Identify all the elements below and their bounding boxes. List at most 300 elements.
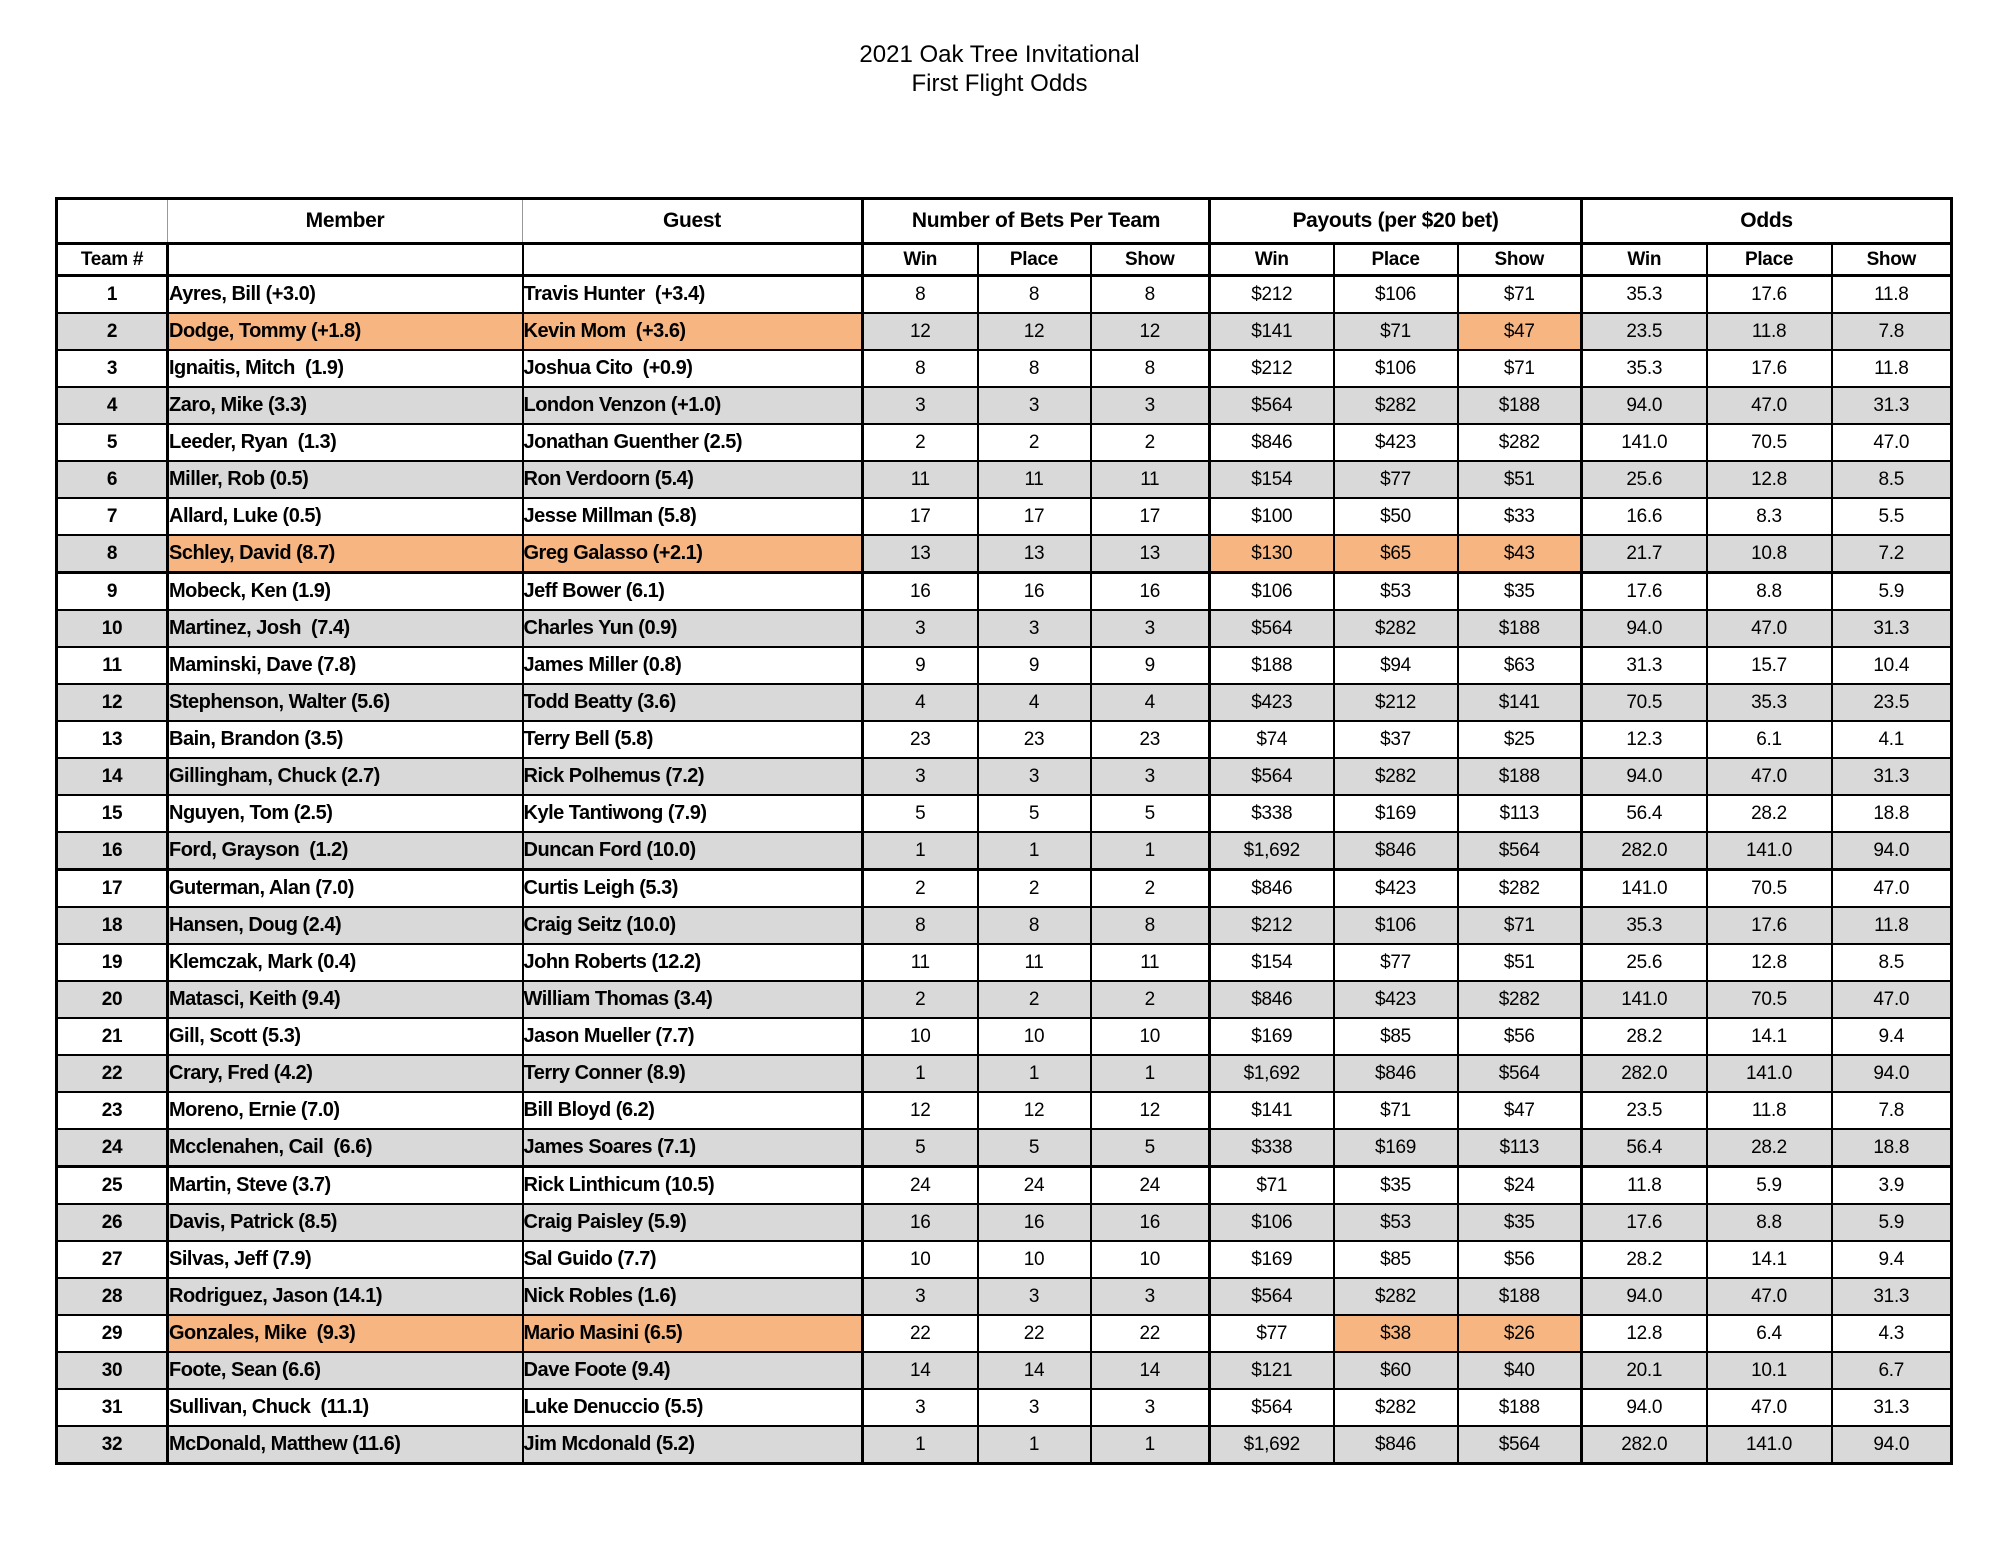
page-title — [0, 40, 1999, 98]
payout-show-cell: $71 — [1458, 350, 1582, 387]
bets-show-cell: 14 — [1091, 1352, 1210, 1389]
guest-name-cell: Rick Polhemus (7.2) — [523, 758, 863, 795]
team-row — [57, 981, 1952, 1018]
bets-show-cell: 16 — [1091, 573, 1210, 611]
payout-show-cell: $71 — [1458, 276, 1582, 314]
odds-place-cell: 8.8 — [1707, 1204, 1832, 1241]
payout-place-cell: $85 — [1334, 1018, 1458, 1055]
payout-win-cell: $100 — [1210, 498, 1334, 535]
header-odds-show: Show — [1832, 244, 1952, 276]
header-bets-show: Show — [1091, 244, 1210, 276]
header-guest: Guest — [523, 199, 863, 244]
odds-place-cell: 12.8 — [1707, 944, 1832, 981]
bets-place-cell: 24 — [978, 1167, 1091, 1205]
team-row — [57, 1241, 1952, 1278]
payout-show-cell: $47 — [1458, 1092, 1582, 1129]
bets-place-cell: 9 — [978, 647, 1091, 684]
odds-place-cell: 12.8 — [1707, 461, 1832, 498]
member-name-cell: Maminski, Dave (7.8) — [168, 647, 523, 684]
payout-place-cell: $37 — [1334, 721, 1458, 758]
member-name-cell: Sullivan, Chuck (11.1) — [168, 1389, 523, 1426]
odds-show-cell: 11.8 — [1832, 907, 1952, 944]
odds-win-cell: 35.3 — [1582, 350, 1707, 387]
team-row — [57, 350, 1952, 387]
payout-win-cell: $212 — [1210, 276, 1334, 314]
bets-win-cell: 16 — [863, 573, 978, 611]
bets-place-cell: 12 — [978, 313, 1091, 350]
header-payouts-group: Payouts (per $20 bet) — [1210, 199, 1582, 244]
member-name-cell: Mcclenahen, Cail (6.6) — [168, 1129, 523, 1167]
bets-win-cell: 12 — [863, 313, 978, 350]
team-row — [57, 1204, 1952, 1241]
odds-show-cell: 5.9 — [1832, 1204, 1952, 1241]
bets-place-cell: 22 — [978, 1315, 1091, 1352]
odds-show-cell: 9.4 — [1832, 1018, 1952, 1055]
header-member-blank — [168, 244, 523, 276]
team-row — [57, 870, 1952, 908]
odds-show-cell: 4.1 — [1832, 721, 1952, 758]
odds-win-cell: 28.2 — [1582, 1018, 1707, 1055]
payout-show-cell: $56 — [1458, 1018, 1582, 1055]
team-number-cell: 13 — [57, 721, 168, 758]
payout-win-cell: $141 — [1210, 1092, 1334, 1129]
odds-table-body — [57, 276, 1952, 1464]
odds-place-cell: 47.0 — [1707, 1278, 1832, 1315]
payout-show-cell: $188 — [1458, 610, 1582, 647]
member-name-cell: Nguyen, Tom (2.5) — [168, 795, 523, 832]
team-row — [57, 647, 1952, 684]
bets-place-cell: 3 — [978, 610, 1091, 647]
bets-win-cell: 11 — [863, 461, 978, 498]
odds-win-cell: 17.6 — [1582, 1204, 1707, 1241]
guest-name-cell: Terry Conner (8.9) — [523, 1055, 863, 1092]
payout-place-cell: $423 — [1334, 424, 1458, 461]
table-header — [57, 199, 1952, 276]
member-name-cell: Mobeck, Ken (1.9) — [168, 573, 523, 611]
payout-place-cell: $212 — [1334, 684, 1458, 721]
payout-place-cell: $846 — [1334, 832, 1458, 870]
member-name-cell: Davis, Patrick (8.5) — [168, 1204, 523, 1241]
team-row — [57, 461, 1952, 498]
odds-win-cell: 12.8 — [1582, 1315, 1707, 1352]
payout-win-cell: $169 — [1210, 1241, 1334, 1278]
title-line-2: First Flight Odds — [911, 70, 1088, 97]
odds-place-cell: 141.0 — [1707, 1055, 1832, 1092]
bets-win-cell: 23 — [863, 721, 978, 758]
odds-table — [55, 197, 1953, 1465]
payout-place-cell: $38 — [1334, 1315, 1458, 1352]
team-row — [57, 573, 1952, 611]
guest-name-cell: Terry Bell (5.8) — [523, 721, 863, 758]
payout-show-cell: $282 — [1458, 981, 1582, 1018]
bets-place-cell: 3 — [978, 1389, 1091, 1426]
bets-win-cell: 24 — [863, 1167, 978, 1205]
odds-show-cell: 18.8 — [1832, 1129, 1952, 1167]
bets-show-cell: 16 — [1091, 1204, 1210, 1241]
payout-show-cell: $24 — [1458, 1167, 1582, 1205]
odds-place-cell: 5.9 — [1707, 1167, 1832, 1205]
odds-place-cell: 70.5 — [1707, 870, 1832, 908]
odds-win-cell: 94.0 — [1582, 1389, 1707, 1426]
guest-name-cell: London Venzon (+1.0) — [523, 387, 863, 424]
guest-name-cell: Curtis Leigh (5.3) — [523, 870, 863, 908]
team-number-cell: 3 — [57, 350, 168, 387]
member-name-cell: Martinez, Josh (7.4) — [168, 610, 523, 647]
payout-win-cell: $564 — [1210, 610, 1334, 647]
header-odds-place: Place — [1707, 244, 1832, 276]
odds-place-cell: 8.8 — [1707, 573, 1832, 611]
odds-show-cell: 31.3 — [1832, 1278, 1952, 1315]
odds-win-cell: 141.0 — [1582, 870, 1707, 908]
bets-win-cell: 3 — [863, 387, 978, 424]
payout-win-cell: $564 — [1210, 1278, 1334, 1315]
team-row — [57, 498, 1952, 535]
odds-show-cell: 8.5 — [1832, 461, 1952, 498]
payout-win-cell: $846 — [1210, 981, 1334, 1018]
payout-place-cell: $71 — [1334, 1092, 1458, 1129]
header-payouts-show: Show — [1458, 244, 1582, 276]
payout-show-cell: $25 — [1458, 721, 1582, 758]
payout-place-cell: $846 — [1334, 1426, 1458, 1464]
payout-show-cell: $63 — [1458, 647, 1582, 684]
payout-show-cell: $47 — [1458, 313, 1582, 350]
guest-name-cell: Greg Galasso (+2.1) — [523, 535, 863, 573]
odds-show-cell: 47.0 — [1832, 870, 1952, 908]
header-guest-blank — [523, 244, 863, 276]
payout-win-cell: $154 — [1210, 461, 1334, 498]
guest-name-cell: John Roberts (12.2) — [523, 944, 863, 981]
team-row — [57, 795, 1952, 832]
payout-show-cell: $564 — [1458, 1055, 1582, 1092]
bets-show-cell: 8 — [1091, 276, 1210, 314]
bets-place-cell: 16 — [978, 1204, 1091, 1241]
payout-place-cell: $282 — [1334, 1278, 1458, 1315]
header-odds-group: Odds — [1582, 199, 1952, 244]
payout-place-cell: $53 — [1334, 573, 1458, 611]
odds-show-cell: 94.0 — [1832, 832, 1952, 870]
bets-show-cell: 11 — [1091, 944, 1210, 981]
odds-win-cell: 16.6 — [1582, 498, 1707, 535]
team-row — [57, 1129, 1952, 1167]
odds-win-cell: 94.0 — [1582, 387, 1707, 424]
payout-place-cell: $846 — [1334, 1055, 1458, 1092]
odds-win-cell: 282.0 — [1582, 1426, 1707, 1464]
bets-win-cell: 16 — [863, 1204, 978, 1241]
odds-win-cell: 25.6 — [1582, 461, 1707, 498]
header-bets-place: Place — [978, 244, 1091, 276]
member-name-cell: Miller, Rob (0.5) — [168, 461, 523, 498]
odds-show-cell: 7.2 — [1832, 535, 1952, 573]
odds-win-cell: 23.5 — [1582, 1092, 1707, 1129]
payout-place-cell: $169 — [1334, 1129, 1458, 1167]
payout-win-cell: $106 — [1210, 1204, 1334, 1241]
guest-name-cell: Ron Verdoorn (5.4) — [523, 461, 863, 498]
odds-place-cell: 14.1 — [1707, 1241, 1832, 1278]
guest-name-cell: Dave Foote (9.4) — [523, 1352, 863, 1389]
payout-win-cell: $338 — [1210, 795, 1334, 832]
odds-place-cell: 10.1 — [1707, 1352, 1832, 1389]
team-number-cell: 26 — [57, 1204, 168, 1241]
payout-win-cell: $169 — [1210, 1018, 1334, 1055]
payout-show-cell: $33 — [1458, 498, 1582, 535]
bets-show-cell: 8 — [1091, 350, 1210, 387]
team-row — [57, 1426, 1952, 1464]
member-name-cell: Silvas, Jeff (7.9) — [168, 1241, 523, 1278]
bets-place-cell: 11 — [978, 944, 1091, 981]
member-name-cell: Moreno, Ernie (7.0) — [168, 1092, 523, 1129]
member-name-cell: Matasci, Keith (9.4) — [168, 981, 523, 1018]
member-name-cell: Bain, Brandon (3.5) — [168, 721, 523, 758]
bets-win-cell: 17 — [863, 498, 978, 535]
payout-show-cell: $43 — [1458, 535, 1582, 573]
bets-win-cell: 2 — [863, 870, 978, 908]
odds-show-cell: 18.8 — [1832, 795, 1952, 832]
odds-win-cell: 12.3 — [1582, 721, 1707, 758]
team-row — [57, 1167, 1952, 1205]
guest-name-cell: William Thomas (3.4) — [523, 981, 863, 1018]
payout-show-cell: $188 — [1458, 1389, 1582, 1426]
bets-win-cell: 3 — [863, 610, 978, 647]
bets-place-cell: 1 — [978, 1426, 1091, 1464]
odds-place-cell: 28.2 — [1707, 795, 1832, 832]
payout-show-cell: $113 — [1458, 1129, 1582, 1167]
team-row — [57, 424, 1952, 461]
bets-place-cell: 3 — [978, 387, 1091, 424]
odds-place-cell: 6.4 — [1707, 1315, 1832, 1352]
payout-place-cell: $77 — [1334, 944, 1458, 981]
odds-show-cell: 94.0 — [1832, 1055, 1952, 1092]
odds-place-cell: 14.1 — [1707, 1018, 1832, 1055]
odds-win-cell: 31.3 — [1582, 647, 1707, 684]
payout-place-cell: $282 — [1334, 1389, 1458, 1426]
bets-place-cell: 12 — [978, 1092, 1091, 1129]
header-corner-blank — [57, 199, 168, 244]
bets-win-cell: 12 — [863, 1092, 978, 1129]
team-row — [57, 832, 1952, 870]
guest-name-cell: Joshua Cito (+0.9) — [523, 350, 863, 387]
odds-place-cell: 47.0 — [1707, 610, 1832, 647]
payout-win-cell: $1,692 — [1210, 1055, 1334, 1092]
team-number-cell: 6 — [57, 461, 168, 498]
payout-show-cell: $188 — [1458, 758, 1582, 795]
bets-win-cell: 14 — [863, 1352, 978, 1389]
team-row — [57, 313, 1952, 350]
team-row — [57, 1315, 1952, 1352]
bets-show-cell: 24 — [1091, 1167, 1210, 1205]
odds-place-cell: 141.0 — [1707, 832, 1832, 870]
payout-place-cell: $106 — [1334, 350, 1458, 387]
payout-win-cell: $130 — [1210, 535, 1334, 573]
odds-place-cell: 6.1 — [1707, 721, 1832, 758]
team-number-cell: 21 — [57, 1018, 168, 1055]
team-number-cell: 16 — [57, 832, 168, 870]
header-team-number: Team # — [57, 244, 168, 276]
bets-show-cell: 1 — [1091, 1426, 1210, 1464]
odds-place-cell: 15.7 — [1707, 647, 1832, 684]
odds-win-cell: 282.0 — [1582, 832, 1707, 870]
member-name-cell: Dodge, Tommy (+1.8) — [168, 313, 523, 350]
team-row — [57, 276, 1952, 314]
odds-win-cell: 11.8 — [1582, 1167, 1707, 1205]
bets-win-cell: 22 — [863, 1315, 978, 1352]
guest-name-cell: Rick Linthicum (10.5) — [523, 1167, 863, 1205]
team-row — [57, 1018, 1952, 1055]
odds-show-cell: 5.9 — [1832, 573, 1952, 611]
bets-place-cell: 3 — [978, 1278, 1091, 1315]
guest-name-cell: Kevin Mom (+3.6) — [523, 313, 863, 350]
bets-place-cell: 11 — [978, 461, 1091, 498]
payout-win-cell: $154 — [1210, 944, 1334, 981]
payout-win-cell: $338 — [1210, 1129, 1334, 1167]
guest-name-cell: James Soares (7.1) — [523, 1129, 863, 1167]
bets-place-cell: 8 — [978, 907, 1091, 944]
team-number-cell: 31 — [57, 1389, 168, 1426]
payout-place-cell: $106 — [1334, 907, 1458, 944]
odds-show-cell: 3.9 — [1832, 1167, 1952, 1205]
team-number-cell: 20 — [57, 981, 168, 1018]
guest-name-cell: Luke Denuccio (5.5) — [523, 1389, 863, 1426]
payout-place-cell: $53 — [1334, 1204, 1458, 1241]
payout-win-cell: $77 — [1210, 1315, 1334, 1352]
bets-show-cell: 22 — [1091, 1315, 1210, 1352]
team-number-cell: 18 — [57, 907, 168, 944]
team-number-cell: 14 — [57, 758, 168, 795]
member-name-cell: Martin, Steve (3.7) — [168, 1167, 523, 1205]
member-name-cell: McDonald, Matthew (11.6) — [168, 1426, 523, 1464]
odds-win-cell: 70.5 — [1582, 684, 1707, 721]
payout-place-cell: $94 — [1334, 647, 1458, 684]
bets-win-cell: 11 — [863, 944, 978, 981]
member-name-cell: Rodriguez, Jason (14.1) — [168, 1278, 523, 1315]
odds-place-cell: 17.6 — [1707, 276, 1832, 314]
payout-place-cell: $77 — [1334, 461, 1458, 498]
guest-name-cell: Charles Yun (0.9) — [523, 610, 863, 647]
payout-show-cell: $188 — [1458, 387, 1582, 424]
odds-win-cell: 25.6 — [1582, 944, 1707, 981]
bets-show-cell: 2 — [1091, 424, 1210, 461]
team-number-cell: 9 — [57, 573, 168, 611]
team-row — [57, 758, 1952, 795]
odds-win-cell: 20.1 — [1582, 1352, 1707, 1389]
bets-win-cell: 2 — [863, 981, 978, 1018]
team-number-cell: 1 — [57, 276, 168, 314]
team-number-cell: 30 — [57, 1352, 168, 1389]
bets-win-cell: 3 — [863, 1278, 978, 1315]
payout-place-cell: $282 — [1334, 387, 1458, 424]
payout-win-cell: $121 — [1210, 1352, 1334, 1389]
member-name-cell: Guterman, Alan (7.0) — [168, 870, 523, 908]
team-row — [57, 944, 1952, 981]
header-bets-win: Win — [863, 244, 978, 276]
bets-show-cell: 3 — [1091, 1389, 1210, 1426]
odds-place-cell: 17.6 — [1707, 907, 1832, 944]
member-name-cell: Stephenson, Walter (5.6) — [168, 684, 523, 721]
odds-place-cell: 141.0 — [1707, 1426, 1832, 1464]
member-name-cell: Gonzales, Mike (9.3) — [168, 1315, 523, 1352]
bets-show-cell: 17 — [1091, 498, 1210, 535]
odds-win-cell: 94.0 — [1582, 758, 1707, 795]
payout-show-cell: $188 — [1458, 1278, 1582, 1315]
payout-show-cell: $26 — [1458, 1315, 1582, 1352]
member-name-cell: Ayres, Bill (+3.0) — [168, 276, 523, 314]
team-number-cell: 29 — [57, 1315, 168, 1352]
team-row — [57, 387, 1952, 424]
odds-win-cell: 141.0 — [1582, 981, 1707, 1018]
team-number-cell: 8 — [57, 535, 168, 573]
odds-win-cell: 35.3 — [1582, 907, 1707, 944]
payout-place-cell: $423 — [1334, 981, 1458, 1018]
team-row — [57, 535, 1952, 573]
odds-win-cell: 56.4 — [1582, 795, 1707, 832]
odds-place-cell: 11.8 — [1707, 1092, 1832, 1129]
bets-place-cell: 14 — [978, 1352, 1091, 1389]
team-row — [57, 1092, 1952, 1129]
team-number-cell: 23 — [57, 1092, 168, 1129]
odds-win-cell: 17.6 — [1582, 573, 1707, 611]
guest-name-cell: Jonathan Guenther (2.5) — [523, 424, 863, 461]
member-name-cell: Gillingham, Chuck (2.7) — [168, 758, 523, 795]
bets-show-cell: 1 — [1091, 1055, 1210, 1092]
guest-name-cell: Duncan Ford (10.0) — [523, 832, 863, 870]
bets-place-cell: 17 — [978, 498, 1091, 535]
guest-name-cell: Jim Mcdonald (5.2) — [523, 1426, 863, 1464]
payout-show-cell: $141 — [1458, 684, 1582, 721]
odds-win-cell: 282.0 — [1582, 1055, 1707, 1092]
odds-place-cell: 8.3 — [1707, 498, 1832, 535]
bets-show-cell: 10 — [1091, 1241, 1210, 1278]
payout-win-cell: $212 — [1210, 907, 1334, 944]
header-sub-row — [57, 244, 1952, 276]
guest-name-cell: Jason Mueller (7.7) — [523, 1018, 863, 1055]
odds-place-cell: 70.5 — [1707, 424, 1832, 461]
bets-place-cell: 2 — [978, 981, 1091, 1018]
odds-place-cell: 70.5 — [1707, 981, 1832, 1018]
team-number-cell: 2 — [57, 313, 168, 350]
team-row — [57, 1389, 1952, 1426]
guest-name-cell: Todd Beatty (3.6) — [523, 684, 863, 721]
bets-win-cell: 2 — [863, 424, 978, 461]
odds-place-cell: 10.8 — [1707, 535, 1832, 573]
payout-place-cell: $169 — [1334, 795, 1458, 832]
member-name-cell: Schley, David (8.7) — [168, 535, 523, 573]
bets-place-cell: 10 — [978, 1241, 1091, 1278]
payout-show-cell: $35 — [1458, 1204, 1582, 1241]
odds-show-cell: 31.3 — [1832, 758, 1952, 795]
payout-win-cell: $74 — [1210, 721, 1334, 758]
payout-place-cell: $71 — [1334, 313, 1458, 350]
bets-show-cell: 4 — [1091, 684, 1210, 721]
bets-win-cell: 1 — [863, 832, 978, 870]
header-payouts-win: Win — [1210, 244, 1334, 276]
bets-show-cell: 13 — [1091, 535, 1210, 573]
payout-show-cell: $564 — [1458, 832, 1582, 870]
odds-show-cell: 31.3 — [1832, 1389, 1952, 1426]
bets-show-cell: 3 — [1091, 610, 1210, 647]
odds-show-cell: 47.0 — [1832, 424, 1952, 461]
bets-place-cell: 5 — [978, 1129, 1091, 1167]
member-name-cell: Hansen, Doug (2.4) — [168, 907, 523, 944]
bets-win-cell: 10 — [863, 1241, 978, 1278]
odds-win-cell: 94.0 — [1582, 1278, 1707, 1315]
team-number-cell: 5 — [57, 424, 168, 461]
bets-win-cell: 13 — [863, 535, 978, 573]
odds-show-cell: 11.8 — [1832, 276, 1952, 314]
member-name-cell: Ford, Grayson (1.2) — [168, 832, 523, 870]
bets-win-cell: 8 — [863, 350, 978, 387]
team-number-cell: 27 — [57, 1241, 168, 1278]
bets-show-cell: 5 — [1091, 1129, 1210, 1167]
odds-win-cell: 94.0 — [1582, 610, 1707, 647]
